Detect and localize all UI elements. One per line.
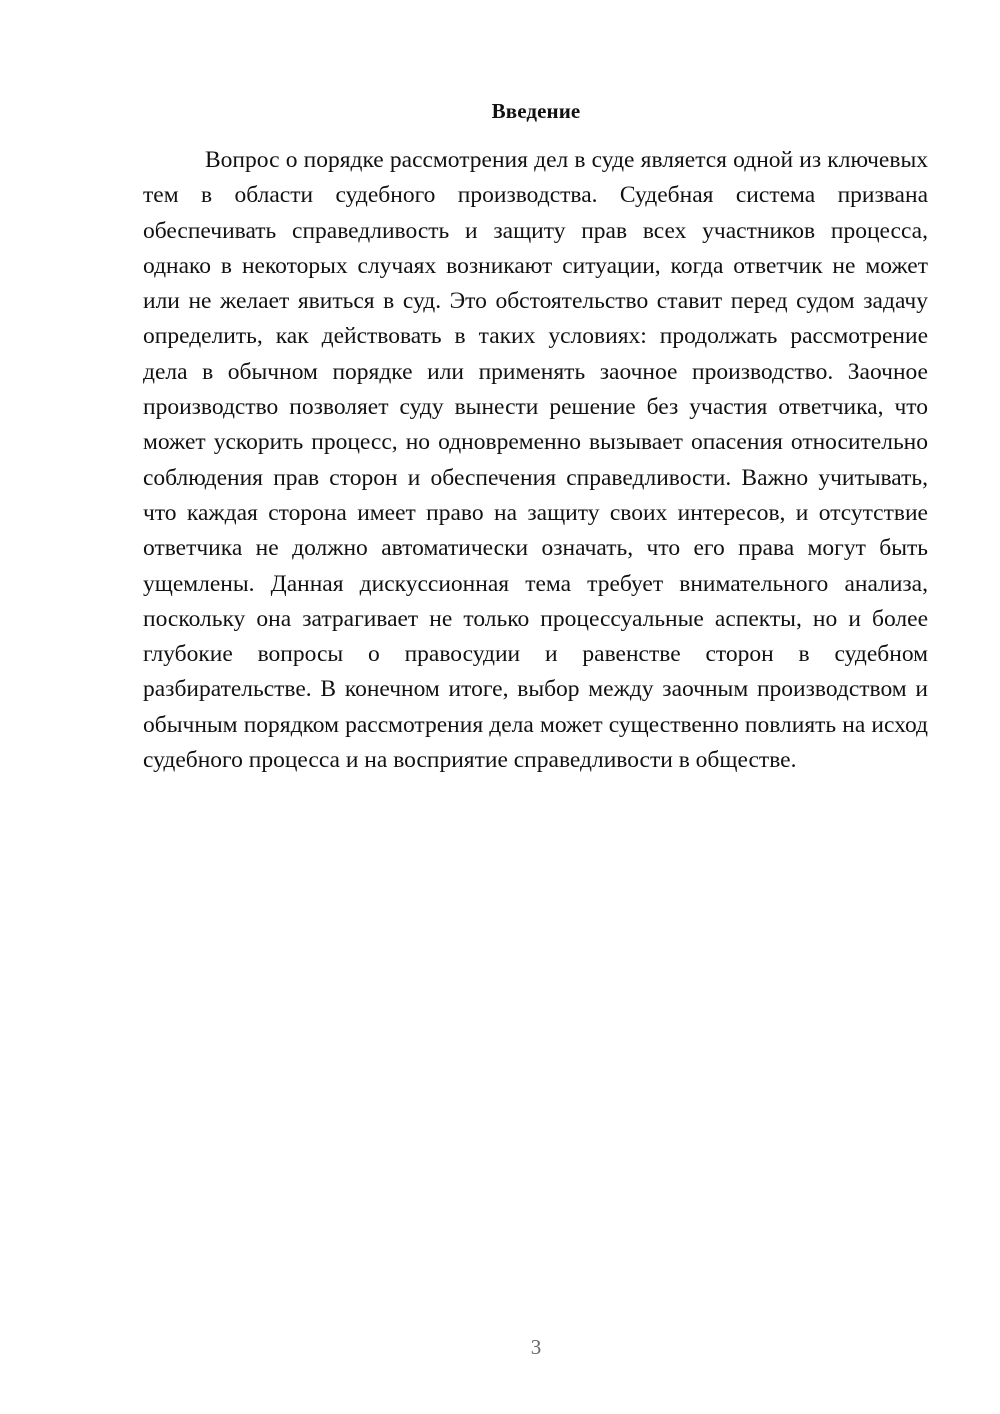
section-title: Введение: [491, 99, 581, 123]
body-paragraph: Вопрос о порядке рассмотрения дел в суде является одной из ключевых тем в области судебного производства. Судебная система призвана обеспечивать справедливость и защиту прав всех участников процесса, однако в некоторых случаях возникают ситуации, когда ответчик не может или не желает явиться в суд. Это обстоятельство ставит перед судом задачу определить, как действовать в таких условиях: продолжать рассмотрение дела в обычном порядке или применять заочное производство. Заочное производство позволяет суду вынести решение без участия ответчика, что может ускорить процесс, но одновременно вызывает опасения относительно соблюдения прав сторон и обеспечения справедливости. Важно учитывать, что каждая сторона имеет право на защиту своих интересов, и отсутствие ответчика не должно автоматически означать, что его права могут быть ущемлены. Данная дискуссионная тема требует внимательного анализа, поскольку она затрагивает не только процессуальные аспекты, но и более глубокие вопросы о правосудии и равенстве сторон в судебном разбирательстве. В конечном итоге, выбор между заочным производством и обычным порядком рассмотрения дела может существенно повлиять на исход судебного процесса и на восприятие справедливости в обществе.: [143, 147, 928, 774]
page-number: 3: [530, 1335, 542, 1359]
